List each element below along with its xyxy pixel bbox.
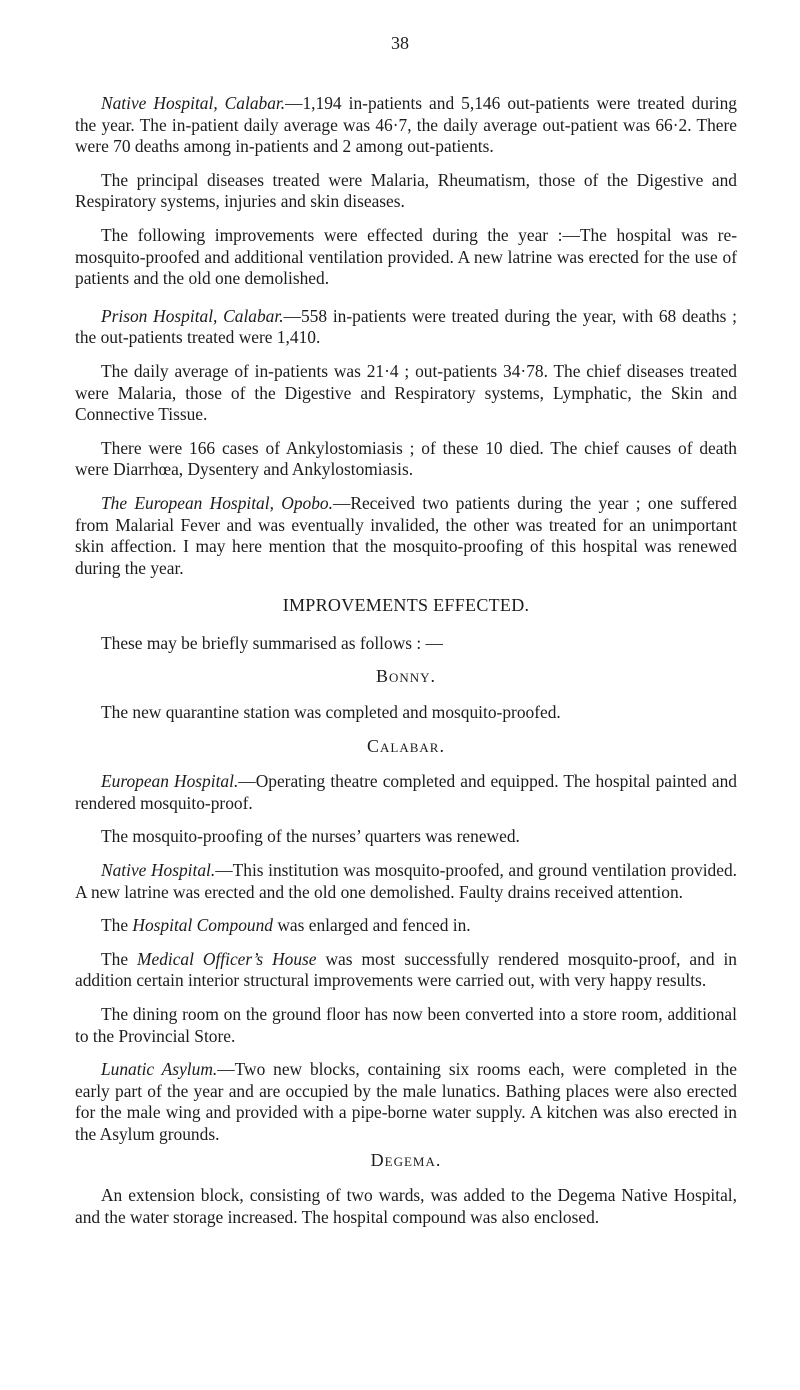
- paragraph-pre: The: [101, 915, 133, 936]
- paragraph-lead: The European Hospital, Opobo.: [101, 492, 333, 513]
- native-hospital-calabar-paragraph: [75, 93, 737, 158]
- paragraph-text: was enlarged and fenced in.: [272, 915, 471, 936]
- paragraph-text: —This institution was mosquito-proofed, and ground ventilation provided. A new latrine was erected and the old one demolished. Faulty drains received attention.: [75, 860, 738, 902]
- paragraph-text: —Received two patients during the year ; one suffered from Malarial Fever and was eventually invalided, the other was treated for an unimportant skin affection. I may here mention that the mosquito-proofing of this hospital was renewed during the year.: [75, 492, 737, 578]
- prison-hospital-paragraph: [75, 306, 737, 349]
- paragraph-lead: Native Hospital.: [101, 860, 216, 881]
- paragraph-lead: European Hospital.: [101, 771, 239, 792]
- paragraph-pre: The: [101, 948, 137, 969]
- paragraph-text: —Operating theatre completed and equipped. The hospital painted and rendered mosquito-proof.: [75, 771, 737, 813]
- quarantine-station-paragraph: The new quarantine station was completed and mosquito-proofed.: [101, 702, 561, 723]
- dining-room-paragraph: The dining room on the ground floor has now been converted into a store room, additional to the Provincial Store.: [75, 1004, 737, 1046]
- subheading-bonny: Bonny.: [375, 666, 437, 687]
- paragraph-lead: Native Hospital, Calabar.: [101, 93, 286, 113]
- paragraph-lead: Lunatic Asylum.: [101, 1059, 218, 1080]
- lunatic-asylum-paragraph: [75, 1059, 737, 1145]
- principal-diseases-paragraph: The principal diseases treated were Malaria, Rheumatism, those of the Digestive and Respiratory systems, injuries and skin diseases.: [75, 169, 737, 212]
- subheading-calabar: Calabar.: [367, 735, 445, 756]
- nurses-quarters-paragraph: The mosquito-proofing of the nurses’ quarters was renewed.: [101, 826, 520, 847]
- native-hospital-paragraph: [75, 860, 737, 903]
- section-heading: IMPROVEMENTS EFFECTED.: [282, 595, 530, 616]
- paragraph-text: —1,194 in-patients and 5,146 out-patients were treated during the year. The in-patient daily average was 46·7, the daily average out-patient was 66·2. There were 70 deaths among in-patients and 2 among out-patients.: [75, 93, 737, 157]
- european-hospital-paragraph: [75, 771, 737, 814]
- page-number: 38: [391, 33, 409, 53]
- subheading-degema: Degema.: [370, 1149, 442, 1170]
- daily-average-paragraph: The daily average of in-patients was 21·4 ; out-patients 34·78. The chief diseases treated were Malaria, those of the Digestive and Respiratory systems, Lymphatic, the Skin and Connective Tissue.: [75, 360, 737, 425]
- degema-extension-paragraph: An extension block, consisting of two wards, was added to the Degema Native Hospital, and the water storage increased. The hospital compound was also enclosed.: [75, 1185, 737, 1227]
- medical-officers-house-paragraph: [75, 949, 737, 992]
- paragraph-lead: Medical Officer’s House: [136, 948, 317, 969]
- ankylostomiasis-paragraph: There were 166 cases of Ankylostomiasis ; of these 10 died. The chief causes of death were Diarrhœa, Dysentery and Ankylostomiasis.: [75, 437, 737, 480]
- paragraph-lead: Hospital Compound: [132, 915, 273, 936]
- paragraph-lead: Prison Hospital, Calabar.: [101, 305, 284, 326]
- page-body: [75, 93, 737, 1240]
- european-hospital-opobo-paragraph: [75, 493, 737, 579]
- summary-intro-paragraph: These may be briefly summarised as follows : —: [101, 632, 443, 653]
- hospital-compound-paragraph: [75, 915, 737, 937]
- paragraph-text: —558 in-patients were treated during the year, with 68 deaths ; the out-patients treated were 1,410.: [75, 305, 738, 348]
- paragraph-text: was most successfully rendered mosquito-proof, and in addition certain interior structural improvements were carried out, with very happy results.: [75, 948, 737, 991]
- paragraph-text: —Two new blocks, containing six rooms each, were completed in the early part of the year and are occupied by the male lunatics. Bathing places were also erected for the male wing and provided with a pipe-borne water supply. A kitchen was also erected in the Asylum grounds.: [75, 1059, 737, 1144]
- improvements-paragraph: The following improvements were effected during the year :—The hospital was re-mosquito-proofed and additional ventilation provided. A new latrine was erected for the use of patients and the old one demolished.: [75, 224, 737, 289]
